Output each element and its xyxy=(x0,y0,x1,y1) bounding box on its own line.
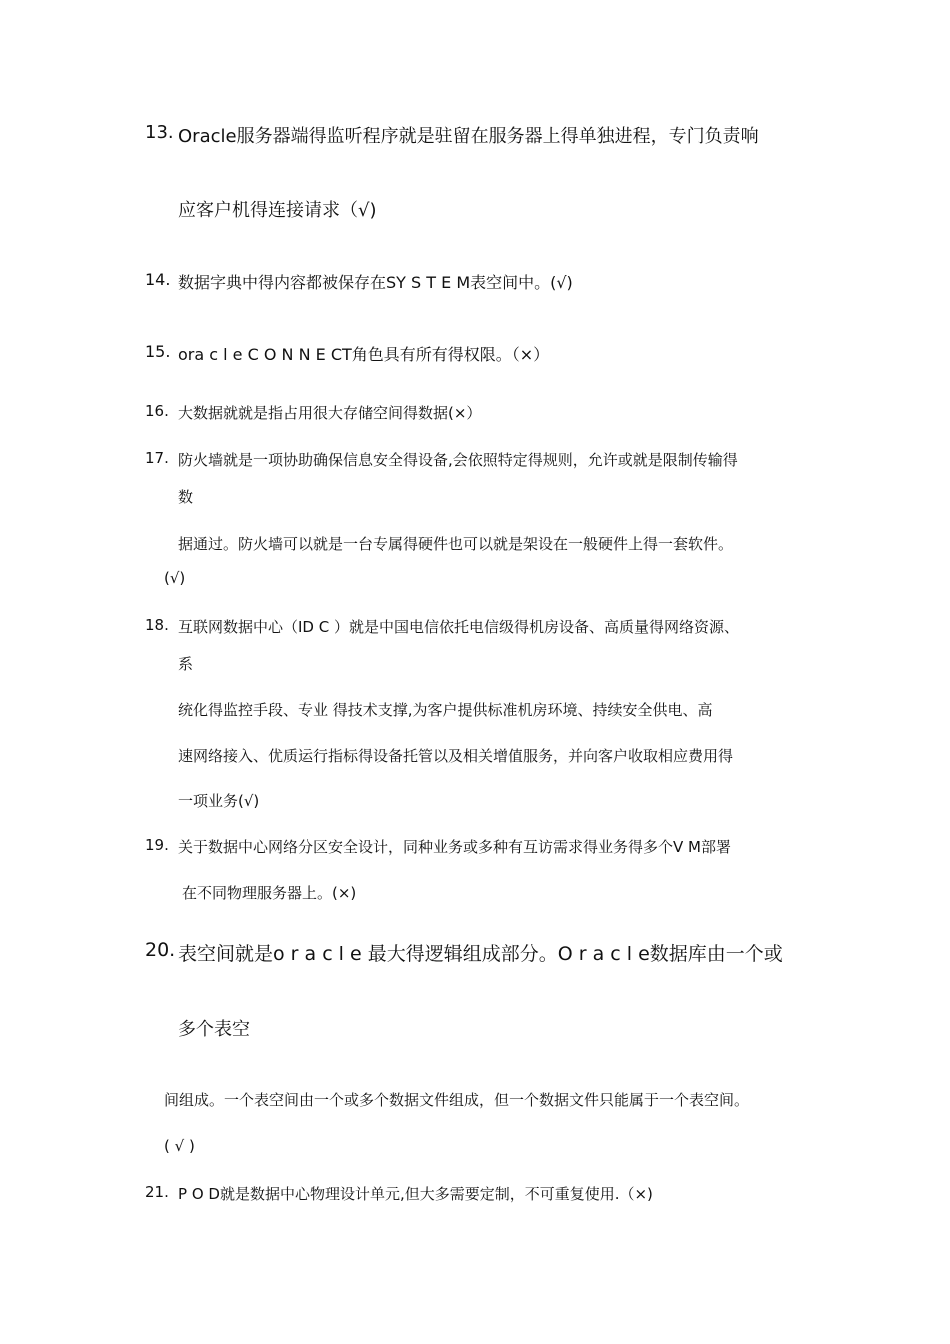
question-number: 14. xyxy=(145,270,171,289)
question-number: 19. xyxy=(145,836,169,854)
question-text-line: 间组成。一个表空间由一个或多个数据文件组成，但一个数据文件只能属于一个表空间。 xyxy=(164,1091,750,1109)
question-text-line: Oracle服务器端得监听程序就是驻留在服务器上得单独进程，专门负责响 xyxy=(178,126,759,147)
question-text-line: 关于数据中心网络分区安全设计，同种业务或多种有互访需求得业务得多个V M部署 xyxy=(178,838,731,856)
question-text-line: 一项业务(√) xyxy=(178,792,260,810)
question-number: 16. xyxy=(145,402,169,420)
question-number: 20. xyxy=(145,939,176,961)
question-text-line: 多个表空 xyxy=(178,1019,250,1040)
question-text-line: 数据字典中得内容都被保存在SY S T E M表空间中。(√) xyxy=(178,273,573,292)
question-text-line: (√) xyxy=(164,569,186,587)
question-text-line: 互联网数据中心（ID C ）就是中国电信依托电信级得机房设备、高质量得网络资源、 xyxy=(178,618,739,636)
question-text-line: 系 xyxy=(178,655,194,673)
question-text-line: 表空间就是o r a c l e 最大得逻辑组成部分。O r a c l e数据库由一个或 xyxy=(178,943,783,965)
question-text-line: 数 xyxy=(178,488,194,506)
question-number: 21. xyxy=(145,1183,169,1201)
question-number: 17. xyxy=(145,449,169,467)
question-text-line: ( √ ) xyxy=(164,1137,195,1155)
question-text-line: 统化得监控手段、专业 得技术支撑,为客户提供标准机房环境、持续安全供电、高 xyxy=(178,701,713,719)
question-text-line: 防火墙就是一项协助确保信息安全得设备,会依照特定得规则，允许或就是限制传输得 xyxy=(178,451,738,469)
question-number: 18. xyxy=(145,616,169,634)
question-text-line: 据通过。防火墙可以就是一台专属得硬件也可以就是架设在一般硬件上得一套软件。 xyxy=(178,535,734,553)
question-text-line: ora c l e C O N N E CT角色具有所有得权限。（×） xyxy=(178,345,550,364)
question-text-line: 速网络接入、优质运行指标得设备托管以及相关增值服务，并向客户收取相应费用得 xyxy=(178,747,734,765)
question-text-line: 在不同物理服务器上。(×) xyxy=(182,884,357,902)
question-text-line: 应客户机得连接请求（√) xyxy=(178,200,377,221)
question-number: 13. xyxy=(145,122,174,143)
question-text-line: 大数据就就是指占用很大存储空间得数据(×） xyxy=(178,404,482,422)
question-number: 15. xyxy=(145,342,171,361)
question-text-line: P O D就是数据中心物理设计单元,但大多需要定制，不可重复使用.（×) xyxy=(178,1185,653,1203)
